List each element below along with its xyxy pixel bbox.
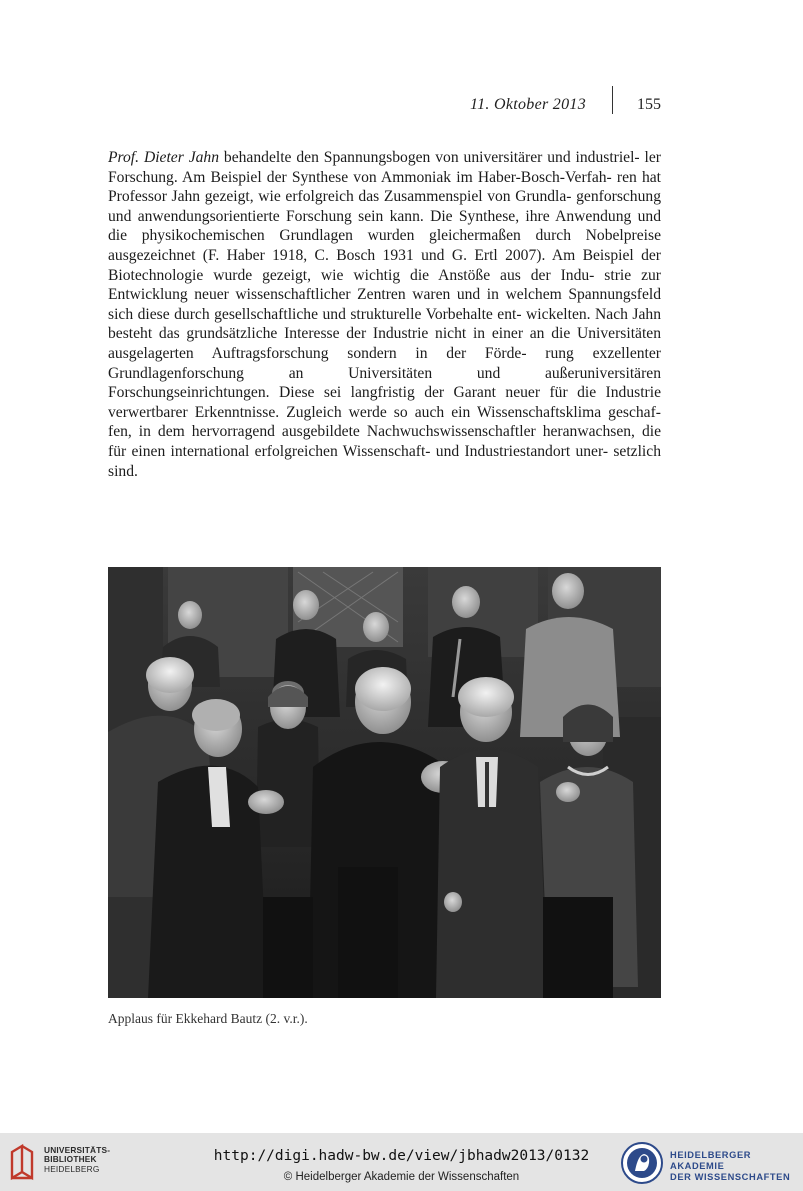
- library-name-line: UNIVERSITÄTS-: [44, 1145, 111, 1155]
- permalink-url[interactable]: http://digi.hadw-bw.de/view/jbhadw2013/0132: [213, 1148, 590, 1164]
- body-line: genforschung und anwendungsorientierte Forschung sein kann. Die Synthese, ihre: [108, 188, 661, 225]
- library-name-line: BIBLIOTHEK: [44, 1154, 97, 1165]
- footer-bar: [0, 1133, 803, 1191]
- library-city: HEIDELBERG: [44, 1163, 100, 1174]
- academy-seal-icon[interactable]: [620, 1141, 664, 1185]
- running-head: [108, 94, 661, 118]
- body-line: ler Forschung. Am Beispiel der Synthese von Ammoniak im Haber-Bosch-Verfah-: [108, 149, 661, 186]
- body-line: Beispiel der Biotechnologie wurde gezeigt, wie wichtig die Anstöße aus der Indu-: [108, 246, 661, 284]
- body-line: Anwendung und die physikochemischen Grundlagen wurden gleichermaßen durch: [108, 207, 661, 245]
- running-head-divider: [612, 86, 613, 114]
- body-line: Forschungseinrichtungen. Diese sei langfristig der Garant neuer für die Industrie: [108, 384, 661, 402]
- body-paragraph: [108, 148, 661, 481]
- academy-name: [670, 1150, 803, 1183]
- body-line: Nobelpreise ausgezeichnet (F. Haber 1918, C. Bosch 1931 und G. Ertl 2007). Am: [108, 227, 661, 264]
- body-line: wickelten. Nach Jahn besteht das grundsätzliche Interesse der Industrie nicht in: [108, 305, 662, 343]
- page-number: 155: [637, 96, 661, 113]
- body-line: behandelte den Spannungsbogen von universitärer und industriel-: [219, 149, 640, 166]
- running-head-date: 11. Oktober 2013: [469, 96, 586, 113]
- body-line: ren hat Professor Jahn gezeigt, wie erfolgreich das Zusammenspiel von Grundla-: [108, 168, 661, 206]
- body-line: die für einen international erfolgreichen Wissenschaft- und Industriestandort uner-: [108, 423, 661, 460]
- figure-caption: Applaus für Ekkehard Bautz (2. v.r.).: [108, 1011, 308, 1026]
- copyright-notice: © Heidelberger Akademie der Wissenschaften: [283, 1171, 520, 1183]
- academy-name-line: DER WISSENSCHAFTEN: [670, 1172, 791, 1182]
- academy-name-line: HEIDELBERGER AKADEMIE: [670, 1150, 752, 1171]
- body-line: verwertbarer Erkenntnisse. Zugleich werde so auch ein Wissenschaftsklima geschaf-: [108, 403, 661, 421]
- photo-illustration: [108, 567, 661, 998]
- body-line: rung exzellenter Grundlagenforschung an Universitäten und außeruniversitären: [108, 344, 661, 382]
- body-line: strie zur Entwicklung neuer wissenschaftlicher Zentren waren und in welchem: [108, 266, 661, 304]
- body-line: einer an die Universitäten ausgelagerten Auftragsforschung sondern in der Förde-: [108, 325, 662, 362]
- event-photo: [108, 567, 661, 998]
- body-line: Spannungsfeld sich diese durch gesellschaftliche und strukturelle Vorbehalte ent-: [108, 286, 662, 323]
- body-line: setzlich sind.: [108, 442, 661, 480]
- body-line: fen, in dem hervorragend ausgebildete Nachwuchswissenschaftler heranwachsen,: [108, 423, 635, 441]
- speaker-name: Prof. Dieter Jahn: [108, 149, 220, 166]
